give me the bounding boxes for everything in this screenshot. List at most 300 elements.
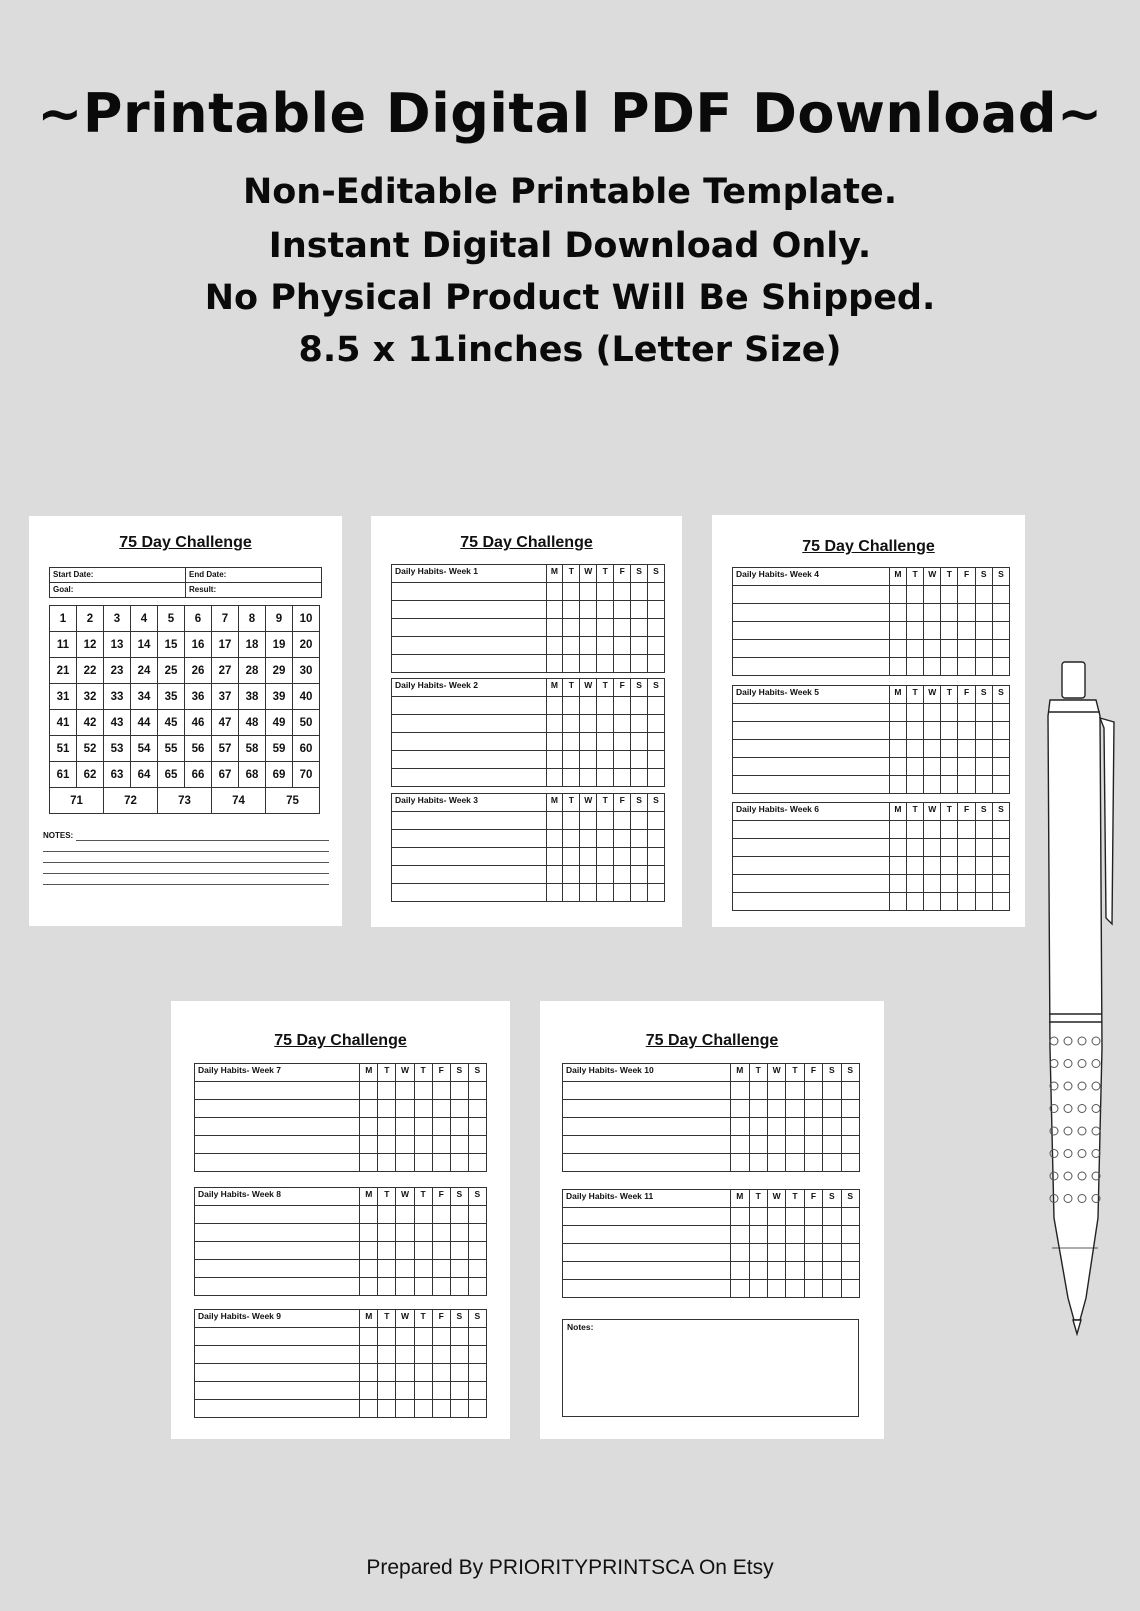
checkbox-cell: [360, 1328, 378, 1346]
day-number-cell: 10: [293, 606, 320, 632]
checkbox-cell: [432, 1346, 450, 1364]
checkbox-cell: [749, 1208, 767, 1226]
checkbox-cell: [468, 1082, 486, 1100]
checkbox-cell: [580, 830, 597, 848]
checkbox-cell: [450, 1364, 468, 1382]
checkbox-cell: [975, 857, 992, 875]
checkbox-cell: [614, 751, 631, 769]
checkbox-cell: [749, 1262, 767, 1280]
day-number-cell: 73: [158, 788, 212, 814]
checkbox-cell: [924, 776, 941, 794]
habit-row: [195, 1136, 487, 1154]
checkbox-cell: [546, 601, 563, 619]
checkbox-cell: [731, 1136, 749, 1154]
day-number-cell: 72: [104, 788, 158, 814]
checkbox-cell: [468, 1242, 486, 1260]
day-header: S: [975, 568, 992, 586]
checkbox-cell: [580, 733, 597, 751]
checkbox-cell: [468, 1364, 486, 1382]
checkbox-cell: [941, 821, 958, 839]
habit-row: [392, 619, 665, 637]
day-header: W: [924, 686, 941, 704]
checkbox-cell: [992, 875, 1009, 893]
checkbox-cell: [432, 1364, 450, 1382]
checkbox-cell: [631, 697, 648, 715]
habit-cell: [195, 1082, 360, 1100]
checkbox-cell: [580, 637, 597, 655]
checkbox-cell: [563, 769, 580, 787]
day-header: M: [731, 1064, 749, 1082]
habit-cell: [392, 637, 547, 655]
checkbox-cell: [992, 776, 1009, 794]
checkbox-cell: [432, 1206, 450, 1224]
habit-row: [733, 857, 1010, 875]
habit-row: [392, 866, 665, 884]
checkbox-cell: [580, 619, 597, 637]
day-number-cell: 64: [131, 762, 158, 788]
subtitle-line-1: Non-Editable Printable Template.: [242, 172, 898, 212]
day-number-cell: 5: [158, 606, 185, 632]
checkbox-cell: [468, 1100, 486, 1118]
checkbox-cell: [975, 604, 992, 622]
day-number-cell: 58: [239, 736, 266, 762]
habit-row: [733, 586, 1010, 604]
day-header: W: [767, 1190, 785, 1208]
checkbox-cell: [941, 857, 958, 875]
habit-cell: [563, 1244, 731, 1262]
day-header: F: [432, 1064, 450, 1082]
checkbox-cell: [563, 655, 580, 673]
grid-row: [50, 606, 320, 632]
checkbox-cell: [958, 776, 975, 794]
checkbox-cell: [941, 740, 958, 758]
checkbox-cell: [958, 604, 975, 622]
checkbox-cell: [597, 583, 614, 601]
habit-row: [563, 1100, 860, 1118]
habit-row: [195, 1382, 487, 1400]
checkbox-cell: [450, 1260, 468, 1278]
checkbox-cell: [906, 658, 923, 676]
checkbox-cell: [546, 751, 563, 769]
checkbox-cell: [360, 1100, 378, 1118]
checkbox-cell: [731, 1118, 749, 1136]
checkbox-cell: [841, 1136, 859, 1154]
day-header: M: [546, 679, 563, 697]
checkbox-cell: [841, 1118, 859, 1136]
page-title: 75 Day Challenge: [119, 534, 252, 551]
checkbox-cell: [889, 839, 906, 857]
checkbox-cell: [414, 1328, 432, 1346]
checkbox-cell: [906, 622, 923, 640]
checkbox-cell: [924, 839, 941, 857]
habit-cell: [392, 715, 547, 733]
habit-row: [392, 715, 665, 733]
checkbox-cell: [631, 848, 648, 866]
checkbox-cell: [906, 604, 923, 622]
day-number-cell: 28: [239, 658, 266, 684]
checkbox-cell: [597, 697, 614, 715]
checkbox-cell: [597, 769, 614, 787]
habit-cell: [195, 1118, 360, 1136]
day-header: F: [614, 794, 631, 812]
checkbox-cell: [786, 1100, 804, 1118]
main-title: ~Printable Digital PDF Download~: [37, 82, 1103, 145]
checkbox-cell: [906, 704, 923, 722]
checkbox-cell: [414, 1242, 432, 1260]
checkbox-cell: [378, 1260, 396, 1278]
habit-row: [733, 622, 1010, 640]
day-number-cell: 56: [185, 736, 212, 762]
day-number-cell: 38: [239, 684, 266, 710]
day-number-cell: 45: [158, 710, 185, 736]
checkbox-cell: [631, 655, 648, 673]
habit-row: [563, 1136, 860, 1154]
day-header: T: [414, 1188, 432, 1206]
day-number-cell: 39: [266, 684, 293, 710]
day-header: F: [432, 1188, 450, 1206]
checkbox-cell: [432, 1328, 450, 1346]
habit-row: [195, 1400, 487, 1418]
checkbox-cell: [631, 637, 648, 655]
preview-page-weeks-7-9: [171, 1001, 510, 1439]
checkbox-cell: [823, 1262, 841, 1280]
day-header: T: [941, 803, 958, 821]
day-header: F: [432, 1310, 450, 1328]
checkbox-cell: [823, 1082, 841, 1100]
checkbox-cell: [378, 1242, 396, 1260]
day-number-cell: 16: [185, 632, 212, 658]
checkbox-cell: [804, 1082, 822, 1100]
checkbox-cell: [546, 715, 563, 733]
checkbox-cell: [889, 857, 906, 875]
checkbox-cell: [450, 1082, 468, 1100]
checkbox-cell: [889, 740, 906, 758]
day-number-cell: 60: [293, 736, 320, 762]
day-number-cell: 30: [293, 658, 320, 684]
checkbox-cell: [432, 1136, 450, 1154]
checkbox-cell: [396, 1400, 414, 1418]
checkbox-cell: [614, 601, 631, 619]
habit-row: [563, 1118, 860, 1136]
checkbox-cell: [958, 893, 975, 911]
checkbox-cell: [614, 583, 631, 601]
checkbox-cell: [924, 604, 941, 622]
checkbox-cell: [941, 893, 958, 911]
habit-table-week-9: [194, 1309, 487, 1418]
checkbox-cell: [823, 1208, 841, 1226]
checkbox-cell: [378, 1100, 396, 1118]
day-number-cell: 51: [50, 736, 77, 762]
preview-page-weeks-4-6: [712, 515, 1025, 927]
habit-row: [392, 733, 665, 751]
checkbox-cell: [767, 1280, 785, 1298]
checkbox-cell: [378, 1346, 396, 1364]
checkbox-cell: [975, 740, 992, 758]
day-header: F: [804, 1190, 822, 1208]
checkbox-cell: [906, 640, 923, 658]
checkbox-cell: [648, 619, 665, 637]
day-number-cell: 33: [104, 684, 131, 710]
checkbox-cell: [749, 1100, 767, 1118]
checkbox-cell: [546, 830, 563, 848]
day-number-cell: 1: [50, 606, 77, 632]
habit-cell: [392, 830, 547, 848]
day-number-cell: 26: [185, 658, 212, 684]
checkbox-cell: [975, 875, 992, 893]
day-header: W: [396, 1064, 414, 1082]
habit-row: [392, 637, 665, 655]
habit-cell: [392, 769, 547, 787]
checkbox-cell: [563, 866, 580, 884]
checkbox-cell: [450, 1100, 468, 1118]
day-number-cell: 25: [158, 658, 185, 684]
checkbox-cell: [563, 830, 580, 848]
habit-table-week-6: [732, 802, 1010, 911]
checkbox-cell: [580, 601, 597, 619]
day-header: T: [563, 565, 580, 583]
habit-row: [195, 1346, 487, 1364]
checkbox-cell: [546, 619, 563, 637]
habit-cell: [733, 740, 890, 758]
grid-row: [50, 788, 320, 814]
checkbox-cell: [631, 733, 648, 751]
checkbox-cell: [450, 1400, 468, 1418]
habit-header-row: [195, 1310, 487, 1328]
checkbox-cell: [468, 1154, 486, 1172]
checkbox-cell: [597, 601, 614, 619]
checkbox-cell: [804, 1244, 822, 1262]
checkbox-cell: [597, 884, 614, 902]
habit-row: [733, 758, 1010, 776]
day-header: T: [597, 679, 614, 697]
day-header: S: [992, 568, 1009, 586]
checkbox-cell: [580, 848, 597, 866]
day-header: M: [889, 568, 906, 586]
day-number-cell: 70: [293, 762, 320, 788]
checkbox-cell: [614, 812, 631, 830]
notes-line: [43, 873, 329, 874]
checkbox-cell: [906, 722, 923, 740]
checkbox-cell: [992, 622, 1009, 640]
checkbox-cell: [378, 1278, 396, 1296]
day-header: T: [597, 565, 614, 583]
day-number-cell: 14: [131, 632, 158, 658]
day-number-cell: 2: [77, 606, 104, 632]
checkbox-cell: [432, 1154, 450, 1172]
checkbox-cell: [992, 722, 1009, 740]
habit-row: [392, 697, 665, 715]
day-number-cell: 12: [77, 632, 104, 658]
checkbox-cell: [924, 821, 941, 839]
day-header: M: [889, 803, 906, 821]
checkbox-cell: [975, 722, 992, 740]
week-label: Daily Habits- Week 8: [195, 1188, 360, 1206]
grid-row: [50, 710, 320, 736]
day-number-cell: 15: [158, 632, 185, 658]
day-number-cell: 3: [104, 606, 131, 632]
day-number-cell: 47: [212, 710, 239, 736]
checkbox-cell: [786, 1226, 804, 1244]
checkbox-cell: [786, 1208, 804, 1226]
checkbox-cell: [546, 769, 563, 787]
habit-row: [392, 751, 665, 769]
week-label: Daily Habits- Week 3: [392, 794, 547, 812]
start-date-label: Start Date:: [53, 570, 94, 579]
checkbox-cell: [546, 866, 563, 884]
habit-cell: [563, 1154, 731, 1172]
subtitle-line-4: 8.5 x 11inches (Letter Size): [298, 330, 842, 370]
habit-cell: [733, 893, 890, 911]
checkbox-cell: [941, 776, 958, 794]
checkbox-cell: [906, 776, 923, 794]
habit-header-row: [195, 1064, 487, 1082]
day-header: S: [648, 794, 665, 812]
checkbox-cell: [631, 769, 648, 787]
habit-row: [195, 1278, 487, 1296]
habit-cell: [195, 1364, 360, 1382]
day-number-cell: 37: [212, 684, 239, 710]
day-number-cell: 71: [50, 788, 104, 814]
checkbox-cell: [992, 586, 1009, 604]
checkbox-cell: [396, 1260, 414, 1278]
checkbox-cell: [992, 893, 1009, 911]
day-header: S: [468, 1064, 486, 1082]
day-number-cell: 6: [185, 606, 212, 632]
notes-line: [43, 851, 329, 852]
checkbox-cell: [924, 586, 941, 604]
day-header: T: [906, 686, 923, 704]
checkbox-cell: [648, 751, 665, 769]
checkbox-cell: [975, 893, 992, 911]
day-header: T: [378, 1188, 396, 1206]
week-label: Daily Habits- Week 9: [195, 1310, 360, 1328]
day-header: S: [450, 1064, 468, 1082]
habit-row: [392, 583, 665, 601]
day-header: M: [360, 1310, 378, 1328]
checkbox-cell: [631, 619, 648, 637]
checkbox-cell: [396, 1100, 414, 1118]
checkbox-cell: [975, 640, 992, 658]
habit-row: [563, 1244, 860, 1262]
checkbox-cell: [378, 1136, 396, 1154]
habit-cell: [195, 1224, 360, 1242]
checkbox-cell: [396, 1136, 414, 1154]
checkbox-cell: [889, 776, 906, 794]
checkbox-cell: [450, 1154, 468, 1172]
checkbox-cell: [396, 1278, 414, 1296]
subtitle-line-2: Instant Digital Download Only.: [268, 226, 872, 266]
checkbox-cell: [767, 1118, 785, 1136]
checkbox-cell: [432, 1100, 450, 1118]
day-number-cell: 59: [266, 736, 293, 762]
checkbox-cell: [749, 1226, 767, 1244]
day-header: T: [786, 1064, 804, 1082]
day-number-cell: 52: [77, 736, 104, 762]
checkbox-cell: [546, 637, 563, 655]
checkbox-cell: [450, 1136, 468, 1154]
habit-row: [563, 1208, 860, 1226]
week-label: Daily Habits- Week 1: [392, 565, 547, 583]
checkbox-cell: [614, 697, 631, 715]
habit-row: [392, 601, 665, 619]
checkbox-cell: [631, 830, 648, 848]
checkbox-cell: [360, 1118, 378, 1136]
checkbox-cell: [767, 1226, 785, 1244]
checkbox-cell: [924, 758, 941, 776]
checkbox-cell: [648, 733, 665, 751]
checkbox-cell: [804, 1262, 822, 1280]
checkbox-cell: [450, 1382, 468, 1400]
day-header: S: [975, 803, 992, 821]
habit-row: [733, 640, 1010, 658]
habit-cell: [195, 1206, 360, 1224]
checkbox-cell: [450, 1224, 468, 1242]
habit-cell: [195, 1260, 360, 1278]
day-number-cell: 66: [185, 762, 212, 788]
checkbox-cell: [767, 1208, 785, 1226]
checkbox-cell: [992, 758, 1009, 776]
checkbox-cell: [975, 622, 992, 640]
checkbox-cell: [468, 1136, 486, 1154]
checkbox-cell: [597, 715, 614, 733]
checkbox-cell: [597, 812, 614, 830]
checkbox-cell: [378, 1224, 396, 1242]
checkbox-cell: [804, 1118, 822, 1136]
grid-row: [50, 684, 320, 710]
day-number-cell: 36: [185, 684, 212, 710]
checkbox-cell: [580, 866, 597, 884]
subtitle-line-3: No Physical Product Will Be Shipped.: [204, 278, 936, 318]
checkbox-cell: [648, 866, 665, 884]
day-number-cell: 48: [239, 710, 266, 736]
checkbox-cell: [786, 1244, 804, 1262]
habit-cell: [733, 839, 890, 857]
day-header: F: [614, 679, 631, 697]
habit-table-week-1: [391, 564, 665, 673]
habit-cell: [195, 1136, 360, 1154]
day-number-cell: 68: [239, 762, 266, 788]
day-header: T: [597, 794, 614, 812]
day-header: T: [786, 1190, 804, 1208]
checkbox-cell: [414, 1346, 432, 1364]
checkbox-cell: [648, 715, 665, 733]
checkbox-cell: [941, 586, 958, 604]
checkbox-cell: [546, 733, 563, 751]
checkbox-cell: [614, 830, 631, 848]
checkbox-cell: [975, 839, 992, 857]
checkbox-cell: [631, 812, 648, 830]
checkbox-cell: [648, 601, 665, 619]
checkbox-cell: [841, 1262, 859, 1280]
habit-row: [195, 1154, 487, 1172]
habit-cell: [733, 776, 890, 794]
day-number-cell: 53: [104, 736, 131, 762]
day-number-cell: 18: [239, 632, 266, 658]
checkbox-cell: [631, 583, 648, 601]
checkbox-cell: [975, 776, 992, 794]
checkbox-cell: [958, 658, 975, 676]
notes-line: [76, 840, 329, 841]
checkbox-cell: [804, 1226, 822, 1244]
checkbox-cell: [468, 1328, 486, 1346]
checkbox-cell: [360, 1224, 378, 1242]
checkbox-cell: [841, 1226, 859, 1244]
checkbox-cell: [563, 733, 580, 751]
habit-cell: [392, 751, 547, 769]
habit-row: [733, 893, 1010, 911]
checkbox-cell: [906, 839, 923, 857]
checkbox-cell: [432, 1082, 450, 1100]
